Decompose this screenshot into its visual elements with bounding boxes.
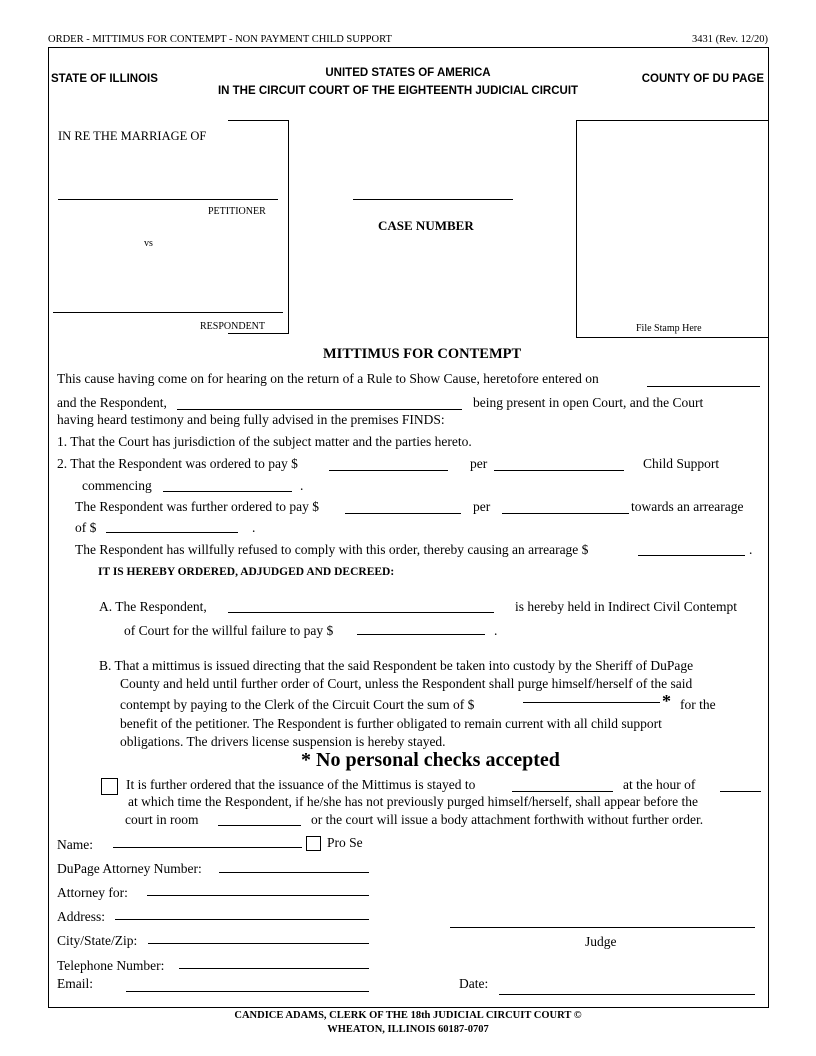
dupage-number-label: DuPage Attorney Number:	[57, 861, 202, 876]
stay-line-1b: at the hour of	[623, 777, 696, 792]
purge-amount-line[interactable]	[523, 702, 660, 703]
stay-line-3a: court in room	[125, 812, 199, 827]
document-title: MITTIMUS FOR CONTEMPT	[323, 346, 522, 362]
towards-arrearage-label: towards an arrearage	[631, 499, 744, 514]
commencing-period: .	[300, 478, 304, 493]
name-label: Name:	[57, 837, 93, 852]
date-line[interactable]	[499, 994, 755, 995]
commencing-date-line[interactable]	[163, 491, 292, 492]
dupage-number-line[interactable]	[219, 872, 369, 873]
respondent-line[interactable]	[53, 312, 283, 313]
email-label: Email:	[57, 976, 93, 991]
paragraph-a-period: .	[494, 623, 498, 638]
finding-1: 1. That the Court has jurisdiction of the subject matter and the parties hereto.	[57, 434, 472, 449]
intro-line-2a: and the Respondent,	[57, 395, 167, 410]
paragraph-b-2: County and held until further order of Court, unless the Respondent shall purge himself/herself of the said	[120, 676, 693, 691]
file-stamp-top-edge	[576, 120, 769, 121]
left-border	[48, 47, 49, 1008]
name-line[interactable]	[113, 847, 302, 848]
pro-se-checkbox[interactable]	[306, 836, 321, 851]
usa-label: UNITED STATES OF AMERICA	[325, 67, 491, 79]
attorney-for-line[interactable]	[147, 895, 369, 896]
vs-label: vs	[144, 238, 153, 249]
ordered-heading: IT IS HEREBY ORDERED, ADJUDGED AND DECREED:	[98, 566, 395, 578]
contempt-respondent-line[interactable]	[228, 612, 494, 613]
intro-line-3: having heard testimony and being fully advised in the premises FINDS:	[57, 412, 445, 427]
per-label-1: per	[470, 456, 488, 471]
finding-2a: 2. That the Respondent was ordered to pay $	[57, 456, 298, 471]
caption-box-right-edge	[288, 120, 289, 333]
arrearage-total-period: .	[252, 520, 256, 535]
right-border	[768, 47, 769, 1008]
respondent-name-line[interactable]	[177, 409, 462, 410]
caption-box-top-edge	[228, 120, 289, 121]
no-personal-checks: * No personal checks accepted	[301, 749, 560, 771]
paragraph-b-5: obligations. The drivers license suspension is hereby stayed.	[120, 734, 446, 749]
stay-line-1a: It is further ordered that the issuance of the Mittimus is stayed to	[126, 777, 476, 792]
failure-to-pay-line[interactable]	[357, 634, 485, 635]
telephone-line[interactable]	[179, 968, 369, 969]
in-re-label: IN RE THE MARRIAGE OF	[58, 129, 207, 143]
case-number-line[interactable]	[353, 199, 513, 200]
judge-label: Judge	[585, 934, 617, 949]
file-stamp-label: File Stamp Here	[636, 323, 702, 334]
footer-clerk: CANDICE ADAMS, CLERK OF THE 18th JUDICIAL CIRCUIT COURT ©	[234, 1010, 582, 1021]
of-dollar-label: of $	[75, 520, 97, 535]
stay-date-line[interactable]	[512, 791, 613, 792]
footer-address: WHEATON, ILLINOIS 60187-0707	[327, 1024, 489, 1035]
state-label: STATE OF ILLINOIS	[51, 73, 158, 85]
petitioner-label: PETITIONER	[208, 206, 266, 217]
refused-period: .	[749, 542, 753, 557]
arrearage-period-line[interactable]	[502, 513, 629, 514]
intro-line-1: This cause having come on for hearing on the return of a Rule to Show Cause, heretofore entered on	[57, 371, 599, 386]
child-support-period-line[interactable]	[494, 470, 624, 471]
respondent-label: RESPONDENT	[200, 321, 266, 332]
email-line[interactable]	[126, 991, 369, 992]
child-support-label: Child Support	[643, 456, 720, 471]
address-line[interactable]	[115, 919, 369, 920]
stay-line-3b: or the court will issue a body attachment forthwith without further order.	[311, 812, 704, 827]
caused-arrearage-line[interactable]	[638, 555, 745, 556]
stay-hour-line[interactable]	[720, 791, 761, 792]
child-support-amount-line[interactable]	[329, 470, 448, 471]
county-label: COUNTY OF DU PAGE	[641, 73, 764, 85]
case-number-label: CASE NUMBER	[378, 218, 474, 233]
court-label: IN THE CIRCUIT COURT OF THE EIGHTEENTH JUDICIAL CIRCUIT	[217, 85, 579, 97]
paragraph-b-3: contempt by paying to the Clerk of the Circuit Court the sum of $	[120, 697, 475, 712]
pro-se-label: Pro Se	[327, 835, 363, 850]
petitioner-line[interactable]	[58, 199, 278, 200]
paragraph-a-3: of Court for the willful failure to pay $	[124, 623, 334, 638]
paragraph-b-4: benefit of the petitioner. The Respondent is further obligated to remain current with all child support	[120, 716, 662, 731]
per-label-2: per	[473, 499, 491, 514]
telephone-label: Telephone Number:	[57, 958, 165, 973]
paragraph-b-3b: for the	[680, 697, 716, 712]
paragraph-a-2: is hereby held in Indirect Civil Contempt	[515, 599, 737, 614]
judge-signature-line[interactable]	[450, 927, 755, 928]
city-state-zip-label: City/State/Zip:	[57, 933, 138, 948]
form-title: ORDER - MITTIMUS FOR CONTEMPT - NON PAYMENT CHILD SUPPORT	[48, 34, 392, 45]
top-rule	[48, 47, 769, 48]
file-stamp-left-edge	[576, 120, 577, 338]
city-state-zip-line[interactable]	[148, 943, 369, 944]
further-ordered-label: The Respondent was further ordered to pay $	[75, 499, 320, 514]
stay-checkbox[interactable]	[101, 778, 118, 795]
form-number: 3431 (Rev. 12/20)	[691, 34, 768, 45]
file-stamp-bottom-edge	[576, 337, 769, 338]
stay-line-2: at which time the Respondent, if he/she has not previously purged himself/herself, shall appear before the	[128, 794, 698, 809]
arrearage-total-line[interactable]	[106, 532, 238, 533]
bottom-rule	[48, 1007, 769, 1008]
address-label: Address:	[57, 909, 105, 924]
purge-asterisk: *	[662, 691, 671, 711]
refused-comply-text: The Respondent has willfully refused to comply with this order, thereby causing an arrearage $	[75, 542, 589, 557]
paragraph-a-1: A. The Respondent,	[99, 599, 207, 614]
attorney-for-label: Attorney for:	[57, 885, 128, 900]
intro-line-2b: being present in open Court, and the Court	[473, 395, 704, 410]
room-number-line[interactable]	[218, 825, 301, 826]
paragraph-b-1: B. That a mittimus is issued directing that the said Respondent be taken into custody by the Sheriff of DuPage	[99, 658, 694, 673]
arrearage-amount-line[interactable]	[345, 513, 461, 514]
commencing-label: commencing	[82, 478, 152, 493]
caption-box-bottom-edge	[228, 333, 289, 334]
date-label: Date:	[459, 976, 489, 991]
rule-entered-date-line[interactable]	[647, 386, 760, 387]
